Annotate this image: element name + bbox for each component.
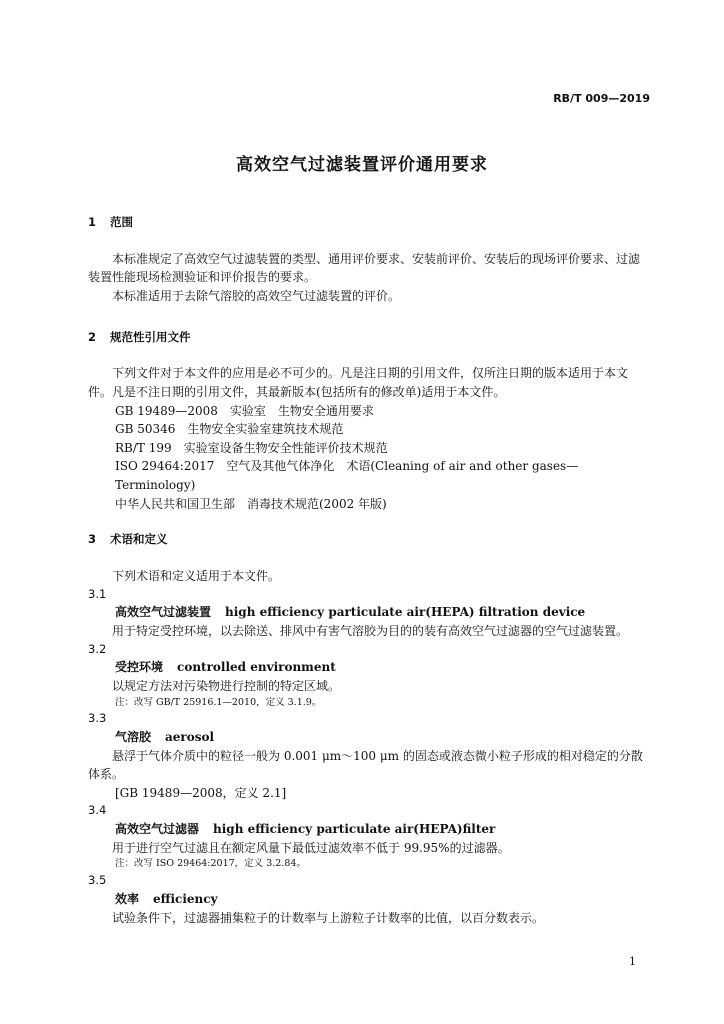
reference-item: 中华人民共和国卫生部 消毒技术规范(2002 年版) bbox=[115, 496, 387, 511]
reference-item: GB 19489—2008 实验室 生物安全通用要求 bbox=[115, 403, 374, 418]
term-entry bbox=[88, 586, 650, 641]
term-definition: 悬浮于气体介质中的粒径一般为 0.001 μm～100 μm 的固态或液态微小粒子形成的相对稳定的分散体系。 bbox=[88, 748, 643, 782]
standard-code: RB/T 009—2019 bbox=[553, 92, 650, 105]
term-number: 3.1 bbox=[88, 586, 107, 601]
term-name: 效率 efficiency bbox=[115, 892, 218, 906]
term-note: 注：改写 GB/T 25916.1—2010，定义 3.1.9。 bbox=[115, 696, 322, 708]
term-definition: 用于特定受控环境，以去除送、排风中有害气溶胶为目的的装有高效空气过滤器的空气过滤装置。 bbox=[112, 623, 629, 638]
term-number: 3.5 bbox=[88, 873, 107, 888]
paragraph: 下列文件对于本文件的应用是必不可少的。凡是注日期的引用文件，仅所注日期的版本适用于本文件。凡是不注日期的引用文件，其最新版本(包括所有的修改单)适用于本文件。 bbox=[88, 366, 629, 399]
term-definition: 用于进行空气过滤且在额定风量下最低过滤效率不低于 99.95%的过滤器。 bbox=[112, 840, 510, 855]
paragraph: 下列术语和定义适用于本文件。 bbox=[112, 568, 281, 583]
section-heading: 2 规范性引用文件 bbox=[88, 329, 191, 344]
term-name: 受控环境 controlled environment bbox=[115, 660, 336, 675]
term-note: 注：改写 ISO 29464:2017，定义 3.2.84。 bbox=[115, 858, 306, 870]
term-definition: 试验条件下，过滤器捕集粒子的计数率与上游粒子计数率的比值，以百分数表示。 bbox=[112, 910, 545, 925]
document-body bbox=[88, 214, 650, 927]
term-name: 高效空气过滤器 high efficiency particulate air(HEPA)filter bbox=[115, 822, 496, 837]
reference-item: RB/T 199 实验室设备生物安全性能评价技术规范 bbox=[115, 440, 388, 455]
page-number: 1 bbox=[629, 955, 636, 968]
page-title: 高效空气过滤装置评价通用要求 bbox=[236, 155, 488, 175]
term-number: 3.4 bbox=[88, 803, 107, 818]
term-source: [GB 19489—2008，定义 2.1] bbox=[115, 785, 287, 800]
paragraph: 本标准适用于去除气溶胶的高效空气过滤装置的评价。 bbox=[112, 289, 401, 303]
term-entry bbox=[88, 872, 650, 927]
section-normative-references bbox=[88, 329, 650, 514]
section-scope bbox=[88, 214, 650, 306]
section-heading: 3 术语和定义 bbox=[88, 532, 168, 547]
term-name: 气溶胶 aerosol bbox=[115, 730, 215, 745]
term-number: 3.2 bbox=[88, 641, 107, 656]
reference-item: ISO 29464:2017 空气及其他气体净化 术语(Cleaning of air and other gases—Terminology) bbox=[115, 459, 579, 492]
section-heading: 1 范围 bbox=[88, 215, 133, 229]
term-entry bbox=[88, 710, 650, 802]
term-number: 3.3 bbox=[88, 711, 107, 726]
reference-item: GB 50346 生物安全实验室建筑技术规范 bbox=[115, 422, 344, 437]
term-name: 高效空气过滤装置 high efficiency particulate air(HEPA) filtration device bbox=[115, 605, 586, 620]
paragraph: 本标准规定了高效空气过滤装置的类型、通用评价要求、安装前评价、安装后的现场评价要求、过滤装置性能现场检测验证和评价报告的要求。 bbox=[88, 251, 641, 285]
term-entry bbox=[88, 802, 650, 872]
term-entry bbox=[88, 641, 650, 711]
section-terms-definitions bbox=[88, 531, 650, 927]
term-definition: 以规定方法对污染物进行控制的特定区域。 bbox=[112, 678, 341, 693]
